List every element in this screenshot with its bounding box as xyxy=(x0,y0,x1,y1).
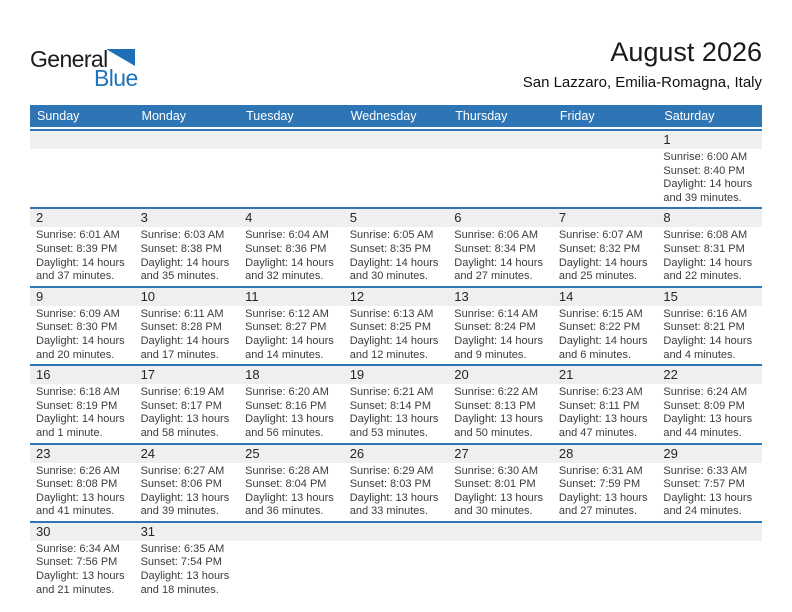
day-number: 11 xyxy=(239,288,344,306)
general-blue-logo xyxy=(30,46,160,92)
sunrise-text: Sunrise: 6:00 AM xyxy=(663,151,748,163)
sunrise-text: Sunrise: 6:35 AM xyxy=(140,542,225,555)
empty-day-cell xyxy=(135,131,240,207)
day-number: 14 xyxy=(553,288,658,306)
day-details xyxy=(553,463,658,521)
day-number: 23 xyxy=(30,445,135,463)
day-details xyxy=(448,384,553,442)
weekday-monday: Monday xyxy=(141,109,187,123)
day-cell xyxy=(448,209,553,285)
sunset-text: Sunset: 8:35 PM xyxy=(349,242,432,255)
day-number: 9 xyxy=(30,288,135,306)
day-cell xyxy=(657,445,762,521)
day-details xyxy=(30,306,135,364)
day-number: 6 xyxy=(448,209,553,227)
empty-day-cell xyxy=(239,523,344,599)
sunset-text: Sunset: 8:24 PM xyxy=(454,321,536,334)
empty-day-cell xyxy=(344,131,449,207)
daylight-text: Daylight: 14 hours and 12 minutes. xyxy=(349,334,439,361)
daylight-text: Daylight: 14 hours and 20 minutes. xyxy=(36,334,125,361)
day-number: 19 xyxy=(344,366,449,384)
day-details xyxy=(239,227,344,285)
day-cell xyxy=(448,366,553,442)
sunrise-text: Sunrise: 6:29 AM xyxy=(349,464,434,477)
day-details xyxy=(344,463,449,521)
location-subtitle: San Lazzaro, Emilia-Romagna, Italy xyxy=(522,74,762,91)
daylight-text: Daylight: 13 hours and 30 minutes. xyxy=(454,491,543,518)
daylight-text: Daylight: 14 hours and 6 minutes. xyxy=(558,334,648,361)
day-cell xyxy=(344,366,449,442)
sunset-text: Sunset: 8:14 PM xyxy=(349,399,432,412)
day-number xyxy=(448,131,553,149)
day-number: 2 xyxy=(30,209,135,227)
sunset-text: Sunset: 8:17 PM xyxy=(140,399,222,412)
daylight-text: Daylight: 13 hours and 50 minutes. xyxy=(454,413,543,439)
day-number xyxy=(344,523,449,541)
sunrise-text: Sunrise: 6:22 AM xyxy=(454,386,539,399)
title-block xyxy=(523,36,762,91)
sunset-text: Sunset: 8:13 PM xyxy=(454,399,536,412)
day-cell xyxy=(239,445,344,521)
day-details xyxy=(30,227,135,285)
day-cell xyxy=(553,445,658,521)
sunrise-text: Sunrise: 6:05 AM xyxy=(349,229,434,242)
day-number: 25 xyxy=(239,445,344,463)
day-number: 22 xyxy=(657,366,762,384)
day-details xyxy=(657,306,762,364)
logo-text-blue: Blue xyxy=(94,65,138,91)
empty-day-cell xyxy=(344,523,449,599)
day-number xyxy=(448,523,553,541)
day-number xyxy=(239,131,344,149)
day-cell xyxy=(553,366,658,442)
daylight-text: Daylight: 14 hours and 37 minutes. xyxy=(36,256,125,283)
weekday-friday: Friday xyxy=(559,109,595,123)
sunset-text: Sunset: 8:21 PM xyxy=(663,321,745,334)
daylight-text: Daylight: 13 hours and 39 minutes. xyxy=(140,491,230,518)
day-details xyxy=(30,384,135,442)
sunset-text: Sunset: 8:25 PM xyxy=(349,321,432,334)
empty-day-cell xyxy=(553,523,658,599)
sunset-text: Sunset: 8:08 PM xyxy=(36,478,118,491)
day-details xyxy=(239,384,344,442)
day-details xyxy=(553,306,658,364)
day-details xyxy=(657,463,762,521)
daylight-text: Daylight: 13 hours and 53 minutes. xyxy=(349,413,439,439)
day-number xyxy=(344,131,449,149)
empty-day-cell xyxy=(553,131,658,207)
daylight-text: Daylight: 14 hours and 14 minutes. xyxy=(245,334,334,361)
sunset-text: Sunset: 8:01 PM xyxy=(454,478,536,491)
sunset-text: Sunset: 8:06 PM xyxy=(140,478,222,491)
sunrise-text: Sunrise: 6:26 AM xyxy=(36,464,120,477)
day-number: 30 xyxy=(30,523,135,541)
day-details xyxy=(448,463,553,521)
day-cell xyxy=(135,288,240,364)
day-cell xyxy=(239,288,344,364)
day-cell xyxy=(657,131,762,207)
daylight-text: Daylight: 13 hours and 21 minutes. xyxy=(36,570,125,596)
sunset-text: Sunset: 7:56 PM xyxy=(36,556,118,569)
daylight-text: Daylight: 13 hours and 41 minutes. xyxy=(36,491,125,518)
sunset-text: Sunset: 7:54 PM xyxy=(140,556,222,569)
sunrise-text: Sunrise: 6:12 AM xyxy=(245,307,329,320)
daylight-text: Daylight: 13 hours and 33 minutes. xyxy=(349,491,439,518)
day-cell xyxy=(553,288,658,364)
daylight-text: Daylight: 13 hours and 27 minutes. xyxy=(558,491,648,518)
empty-day-cell xyxy=(239,131,344,207)
day-number: 17 xyxy=(135,366,240,384)
day-cell xyxy=(239,366,344,442)
sunset-text: Sunset: 8:40 PM xyxy=(663,164,745,177)
sunset-text: Sunset: 8:09 PM xyxy=(663,399,745,412)
day-number: 24 xyxy=(135,445,240,463)
day-details xyxy=(553,227,658,285)
sunrise-text: Sunrise: 6:20 AM xyxy=(245,386,329,399)
sunrise-text: Sunrise: 6:18 AM xyxy=(36,386,120,399)
day-cell xyxy=(657,288,762,364)
daylight-text: Daylight: 14 hours and 25 minutes. xyxy=(558,256,648,283)
sunset-text: Sunset: 8:38 PM xyxy=(140,242,222,255)
sunrise-text: Sunrise: 6:03 AM xyxy=(140,229,225,242)
day-details xyxy=(657,227,762,285)
sunset-text: Sunset: 8:30 PM xyxy=(36,321,118,334)
daylight-text: Daylight: 13 hours and 58 minutes. xyxy=(140,413,230,439)
sunset-text: Sunset: 8:19 PM xyxy=(36,399,118,412)
day-cell xyxy=(344,445,449,521)
sunrise-text: Sunrise: 6:23 AM xyxy=(558,386,643,399)
day-number: 7 xyxy=(553,209,658,227)
weekday-saturday: Saturday xyxy=(664,109,715,123)
sunset-text: Sunset: 8:27 PM xyxy=(245,321,327,334)
sunrise-text: Sunrise: 6:08 AM xyxy=(663,229,748,242)
sunrise-text: Sunrise: 6:28 AM xyxy=(245,464,329,477)
day-details xyxy=(344,227,449,285)
day-cell xyxy=(30,209,135,285)
sunrise-text: Sunrise: 6:34 AM xyxy=(36,542,120,555)
day-details xyxy=(135,306,240,364)
sunset-text: Sunset: 8:31 PM xyxy=(663,242,745,255)
day-cell xyxy=(344,209,449,285)
day-number: 5 xyxy=(344,209,449,227)
daylight-text: Daylight: 14 hours and 1 minute. xyxy=(36,413,125,439)
weekday-wednesday: Wednesday xyxy=(350,109,417,123)
sunrise-text: Sunrise: 6:19 AM xyxy=(140,386,225,399)
daylight-text: Daylight: 13 hours and 47 minutes. xyxy=(558,413,648,439)
day-details xyxy=(30,463,135,521)
sunset-text: Sunset: 8:03 PM xyxy=(349,478,432,491)
daylight-text: Daylight: 14 hours and 39 minutes. xyxy=(663,178,753,204)
daylight-text: Daylight: 14 hours and 4 minutes. xyxy=(663,334,753,361)
day-number: 21 xyxy=(553,366,658,384)
sunset-text: Sunset: 7:59 PM xyxy=(558,478,641,491)
sunrise-text: Sunrise: 6:09 AM xyxy=(36,307,120,320)
empty-day-cell xyxy=(448,131,553,207)
day-cell xyxy=(135,523,240,599)
sunset-text: Sunset: 8:22 PM xyxy=(558,321,641,334)
day-cell xyxy=(344,288,449,364)
empty-day-cell xyxy=(30,131,135,207)
day-details xyxy=(657,149,762,207)
day-number: 13 xyxy=(448,288,553,306)
day-cell xyxy=(30,523,135,599)
day-details xyxy=(344,384,449,442)
sunrise-text: Sunrise: 6:33 AM xyxy=(663,464,748,477)
daylight-text: Daylight: 14 hours and 35 minutes. xyxy=(140,256,230,283)
week-row xyxy=(30,364,762,442)
day-number: 8 xyxy=(657,209,762,227)
day-number xyxy=(553,523,658,541)
daylight-text: Daylight: 13 hours and 36 minutes. xyxy=(245,491,334,518)
day-number: 27 xyxy=(448,445,553,463)
sunrise-text: Sunrise: 6:13 AM xyxy=(349,307,434,320)
day-number: 10 xyxy=(135,288,240,306)
day-cell xyxy=(135,445,240,521)
sunset-text: Sunset: 7:57 PM xyxy=(663,478,745,491)
day-details xyxy=(553,384,658,442)
sunset-text: Sunset: 8:11 PM xyxy=(558,399,640,412)
sunset-text: Sunset: 8:32 PM xyxy=(558,242,641,255)
day-cell xyxy=(239,209,344,285)
sunrise-text: Sunrise: 6:31 AM xyxy=(558,464,643,477)
day-number xyxy=(239,523,344,541)
daylight-text: Daylight: 14 hours and 17 minutes. xyxy=(140,334,230,361)
day-number xyxy=(30,131,135,149)
sunrise-text: Sunrise: 6:27 AM xyxy=(140,464,225,477)
day-number: 31 xyxy=(135,523,240,541)
week-row xyxy=(30,129,762,207)
day-cell xyxy=(448,445,553,521)
day-number xyxy=(135,131,240,149)
weekday-header-row xyxy=(30,105,762,127)
sunset-text: Sunset: 8:39 PM xyxy=(36,242,118,255)
sunrise-text: Sunrise: 6:21 AM xyxy=(349,386,434,399)
day-number xyxy=(553,131,658,149)
day-number: 1 xyxy=(657,131,762,149)
day-cell xyxy=(553,209,658,285)
day-details xyxy=(135,463,240,521)
day-details xyxy=(448,306,553,364)
sunrise-text: Sunrise: 6:15 AM xyxy=(558,307,643,320)
day-number: 4 xyxy=(239,209,344,227)
sunset-text: Sunset: 8:04 PM xyxy=(245,478,327,491)
weekday-tuesday: Tuesday xyxy=(246,109,294,123)
day-number: 15 xyxy=(657,288,762,306)
week-row xyxy=(30,286,762,364)
day-number: 20 xyxy=(448,366,553,384)
week-row xyxy=(30,443,762,521)
daylight-text: Daylight: 14 hours and 9 minutes. xyxy=(454,334,543,361)
sunrise-text: Sunrise: 6:14 AM xyxy=(454,307,539,320)
daylight-text: Daylight: 13 hours and 24 minutes. xyxy=(663,491,753,518)
day-details xyxy=(135,541,240,599)
day-cell xyxy=(135,366,240,442)
day-details xyxy=(239,306,344,364)
day-details xyxy=(135,384,240,442)
daylight-text: Daylight: 14 hours and 30 minutes. xyxy=(349,256,439,283)
day-cell xyxy=(448,288,553,364)
day-number: 26 xyxy=(344,445,449,463)
daylight-text: Daylight: 14 hours and 32 minutes. xyxy=(245,256,334,283)
day-cell xyxy=(30,288,135,364)
sunset-text: Sunset: 8:16 PM xyxy=(245,399,327,412)
logo-triangle-icon xyxy=(106,49,135,66)
empty-day-cell xyxy=(657,523,762,599)
day-details xyxy=(239,463,344,521)
week-row xyxy=(30,207,762,285)
sunrise-text: Sunrise: 6:30 AM xyxy=(454,464,539,477)
sunrise-text: Sunrise: 6:16 AM xyxy=(663,307,748,320)
day-details xyxy=(135,227,240,285)
weekday-thursday: Thursday xyxy=(455,109,508,123)
sunrise-text: Sunrise: 6:07 AM xyxy=(558,229,643,242)
daylight-text: Daylight: 14 hours and 22 minutes. xyxy=(663,256,753,283)
day-cell xyxy=(30,445,135,521)
empty-day-cell xyxy=(448,523,553,599)
sunrise-text: Sunrise: 6:04 AM xyxy=(245,229,329,242)
daylight-text: Daylight: 13 hours and 18 minutes. xyxy=(140,570,230,596)
calendar-table xyxy=(30,105,762,599)
day-number: 18 xyxy=(239,366,344,384)
day-cell xyxy=(30,366,135,442)
day-number: 16 xyxy=(30,366,135,384)
day-details xyxy=(344,306,449,364)
day-details xyxy=(657,384,762,442)
logo-text-general: General xyxy=(30,46,108,72)
day-number: 29 xyxy=(657,445,762,463)
sunrise-text: Sunrise: 6:24 AM xyxy=(663,386,748,399)
day-details xyxy=(448,227,553,285)
daylight-text: Daylight: 13 hours and 44 minutes. xyxy=(663,413,753,439)
sunset-text: Sunset: 8:28 PM xyxy=(140,321,222,334)
day-number: 12 xyxy=(344,288,449,306)
weekday-sunday: Sunday xyxy=(37,109,80,123)
day-cell xyxy=(657,209,762,285)
day-number: 3 xyxy=(135,209,240,227)
daylight-text: Daylight: 14 hours and 27 minutes. xyxy=(454,256,543,283)
sunrise-text: Sunrise: 6:11 AM xyxy=(140,307,224,320)
calendar-weeks xyxy=(30,129,762,599)
day-cell xyxy=(657,366,762,442)
month-title: August 2026 xyxy=(610,37,762,67)
day-cell xyxy=(135,209,240,285)
sunrise-text: Sunrise: 6:01 AM xyxy=(36,229,120,242)
sunset-text: Sunset: 8:36 PM xyxy=(245,242,327,255)
sunrise-text: Sunrise: 6:06 AM xyxy=(454,229,539,242)
day-number xyxy=(657,523,762,541)
week-row xyxy=(30,521,762,599)
day-details xyxy=(30,541,135,599)
sunset-text: Sunset: 8:34 PM xyxy=(454,242,536,255)
day-number: 28 xyxy=(553,445,658,463)
daylight-text: Daylight: 13 hours and 56 minutes. xyxy=(245,413,334,439)
